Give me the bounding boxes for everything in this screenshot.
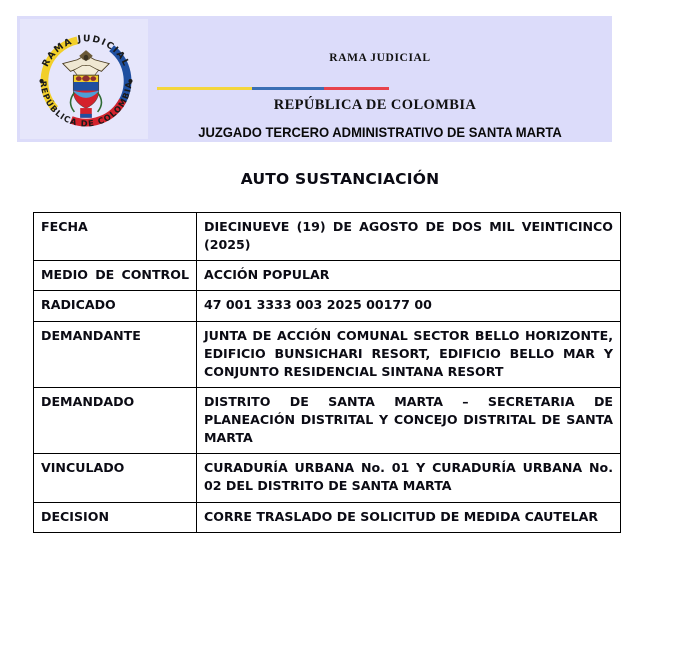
tricolor-blue-segment: [252, 87, 324, 90]
row-value: CURADURÍA URBANA No. 01 Y CURADURÍA URBANA No. 02 DEL DISTRITO DE SANTA MARTA: [197, 454, 621, 502]
row-value: CORRE TRASLADO DE SOLICITUD DE MEDIDA CAUTELAR: [197, 502, 621, 532]
row-value: JUNTA DE ACCIÓN COMUNAL SECTOR BELLO HORIZONTE, EDIFICIO BUNSICHARI RESORT, EDIFICIO BELLO MAR Y CONJUNTO RESIDENCIAL SINTANA RESORT: [197, 321, 621, 387]
letterhead-line-republica: REPÚBLICA DE COLOMBIA: [273, 97, 477, 113]
row-value: DIECINUEVE (19) DE AGOSTO DE DOS MIL VEINTICINCO (2025): [197, 213, 621, 261]
case-details-table: [33, 212, 621, 533]
letterhead-text-block: [150, 16, 612, 142]
row-label: DEMANDADO: [34, 387, 197, 453]
table-row: [34, 321, 621, 387]
table-row: [34, 291, 621, 321]
row-value: ACCIÓN POPULAR: [197, 261, 621, 291]
row-label: DEMANDANTE: [34, 321, 197, 387]
row-label: MEDIO DE CONTROL: [34, 261, 197, 291]
letterhead-line-rama-judicial: RAMA JUDICIAL: [329, 52, 431, 64]
table-row: [34, 261, 621, 291]
letterhead-banner: [17, 16, 612, 142]
table-row: [34, 387, 621, 453]
table-row: [34, 454, 621, 502]
row-label: VINCULADO: [34, 454, 197, 502]
table-row: [34, 213, 621, 261]
case-details-body: [34, 213, 621, 533]
tricolor-yellow-segment: [157, 87, 252, 90]
tricolor-rule: [157, 87, 389, 90]
letterhead-line-juzgado: JUZGADO TERCERO ADMINISTRATIVO DE SANTA MARTA: [198, 124, 562, 140]
seal-container: [20, 19, 148, 139]
tricolor-red-segment: [324, 87, 389, 90]
row-label: FECHA: [34, 213, 197, 261]
svg-text:RAMA JUDICIAL: RAMA JUDICIAL: [40, 33, 132, 69]
table-row: [34, 502, 621, 532]
row-value: 47 001 3333 003 2025 00177 00: [197, 291, 621, 321]
svg-text:REPÚBLICA DE COLOMBIA: REPÚBLICA DE COLOMBIA: [38, 80, 134, 129]
row-label: DECISION: [34, 502, 197, 532]
rama-judicial-seal-icon: [28, 23, 144, 139]
row-value: DISTRITO DE SANTA MARTA – SECRETARIA DE PLANEACIÓN DISTRITAL Y CONCEJO DISTRITAL DE SANTA MARTA: [197, 387, 621, 453]
page-title: AUTO SUSTANCIACIÓN: [240, 170, 440, 188]
row-label: RADICADO: [34, 291, 197, 321]
